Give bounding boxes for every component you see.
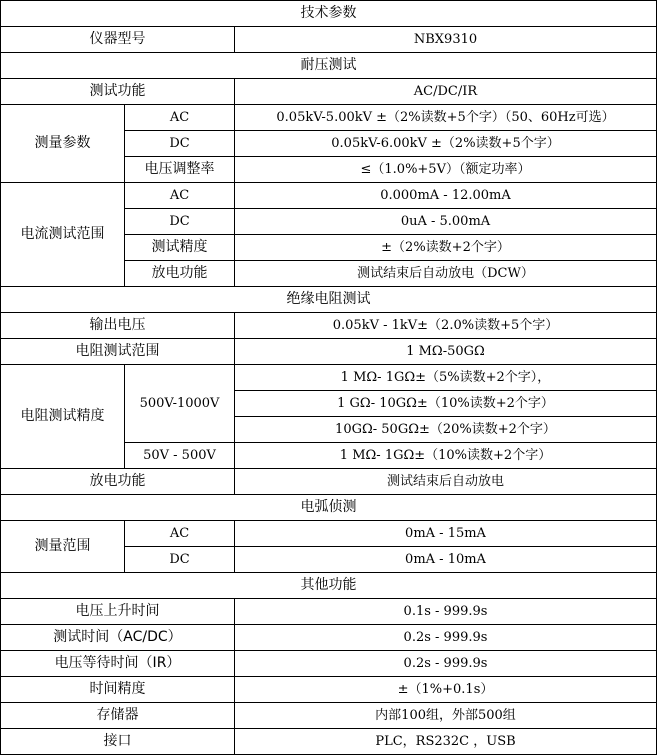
- current-dc-label: DC: [125, 209, 235, 235]
- table-row: [1, 183, 657, 209]
- interface-value: PLC，RS232C ，USB: [235, 729, 657, 755]
- test-function-label: 测试功能: [1, 79, 235, 105]
- table-row: [1, 339, 657, 365]
- resistance-range-value: 1 MΩ-50GΩ: [235, 339, 657, 365]
- ir-discharge-value: 测试结束后自动放电: [235, 469, 657, 495]
- measure-params-label: 测量参数: [1, 105, 125, 183]
- section-header-other: 其他功能: [1, 573, 657, 599]
- table-row: [1, 27, 657, 53]
- table-row: [1, 1, 657, 27]
- table-title: 技术参数: [1, 1, 657, 27]
- arc-dc-value: 0mA - 10mA: [235, 547, 657, 573]
- accuracy-label: 测试精度: [125, 235, 235, 261]
- table-row: [1, 599, 657, 625]
- current-dc-value: 0uA - 5.00mA: [235, 209, 657, 235]
- time-accuracy-label: 时间精度: [1, 677, 235, 703]
- output-voltage-label: 输出电压: [1, 313, 235, 339]
- regulation-label: 电压调整率: [125, 157, 235, 183]
- table-row: [1, 313, 657, 339]
- rise-time-value: 0.1s - 999.9s: [235, 599, 657, 625]
- wait-time-value: 0.2s - 999.9s: [235, 651, 657, 677]
- table-row: [1, 677, 657, 703]
- interface-label: 接口: [1, 729, 235, 755]
- measure-dc-value: 0.05kV-6.00kV ±（2%读数+5个字）: [235, 131, 657, 157]
- model-value: NBX9310: [235, 27, 657, 53]
- memory-value: 内部100组，外部500组: [235, 703, 657, 729]
- table-row: [1, 625, 657, 651]
- output-voltage-value: 0.05kV - 1kV±（2.0%读数+5个字）: [235, 313, 657, 339]
- accuracy-row-3: 10GΩ- 50GΩ±（20%读数+2个字）: [235, 417, 657, 443]
- current-ac-label: AC: [125, 183, 235, 209]
- model-label: 仪器型号: [1, 27, 235, 53]
- current-range-label: 电流测试范围: [1, 183, 125, 287]
- accuracy-value: ±（2%读数+2个字）: [235, 235, 657, 261]
- resistance-range-label: 电阻测试范围: [1, 339, 235, 365]
- arc-ac-label: AC: [125, 521, 235, 547]
- table-row: [1, 79, 657, 105]
- memory-label: 存储器: [1, 703, 235, 729]
- section-header-insulation: 绝缘电阻测试: [1, 287, 657, 313]
- wait-time-label: 电压等待时间（IR）: [1, 651, 235, 677]
- accuracy-row-2: 1 GΩ- 10GΩ±（10%读数+2个字）: [235, 391, 657, 417]
- table-row: [1, 469, 657, 495]
- table-row: [1, 573, 657, 599]
- arc-dc-label: DC: [125, 547, 235, 573]
- rise-time-label: 电压上升时间: [1, 599, 235, 625]
- test-function-value: AC/DC/IR: [235, 79, 657, 105]
- test-time-label: 测试时间（AC/DC）: [1, 625, 235, 651]
- resistance-accuracy-label: 电阻测试精度: [1, 365, 125, 469]
- test-time-value: 0.2s - 999.9s: [235, 625, 657, 651]
- accuracy-row-1: 1 MΩ- 1GΩ±（5%读数+2个字），: [235, 365, 657, 391]
- table-row: [1, 651, 657, 677]
- section-header-arc: 电弧侦测: [1, 495, 657, 521]
- ir-discharge-label: 放电功能: [1, 469, 235, 495]
- band-high-label: 500V-1000V: [125, 365, 235, 443]
- table-row: [1, 495, 657, 521]
- table-row: [1, 105, 657, 131]
- measure-ac-label: AC: [125, 105, 235, 131]
- table-row: [1, 703, 657, 729]
- arc-ac-value: 0mA - 15mA: [235, 521, 657, 547]
- discharge-label: 放电功能: [125, 261, 235, 287]
- accuracy-row-low: 1 MΩ- 1GΩ±（10%读数+2个字）: [235, 443, 657, 469]
- table-row: [1, 365, 657, 391]
- measure-dc-label: DC: [125, 131, 235, 157]
- table-row: [1, 287, 657, 313]
- section-header-withstand: 耐压测试: [1, 53, 657, 79]
- time-accuracy-value: ±（1%+0.1s）: [235, 677, 657, 703]
- arc-range-label: 测量范围: [1, 521, 125, 573]
- table-row: [1, 729, 657, 755]
- band-low-label: 50V - 500V: [125, 443, 235, 469]
- discharge-value: 测试结束后自动放电（DCW）: [235, 261, 657, 287]
- table-row: [1, 521, 657, 547]
- table-row: [1, 53, 657, 79]
- regulation-value: ≤（1.0%+5V）（额定功率）: [235, 157, 657, 183]
- measure-ac-value: 0.05kV-5.00kV ±（2%读数+5个字）（50、60Hz可选）: [235, 105, 657, 131]
- current-ac-value: 0.000mA - 12.00mA: [235, 183, 657, 209]
